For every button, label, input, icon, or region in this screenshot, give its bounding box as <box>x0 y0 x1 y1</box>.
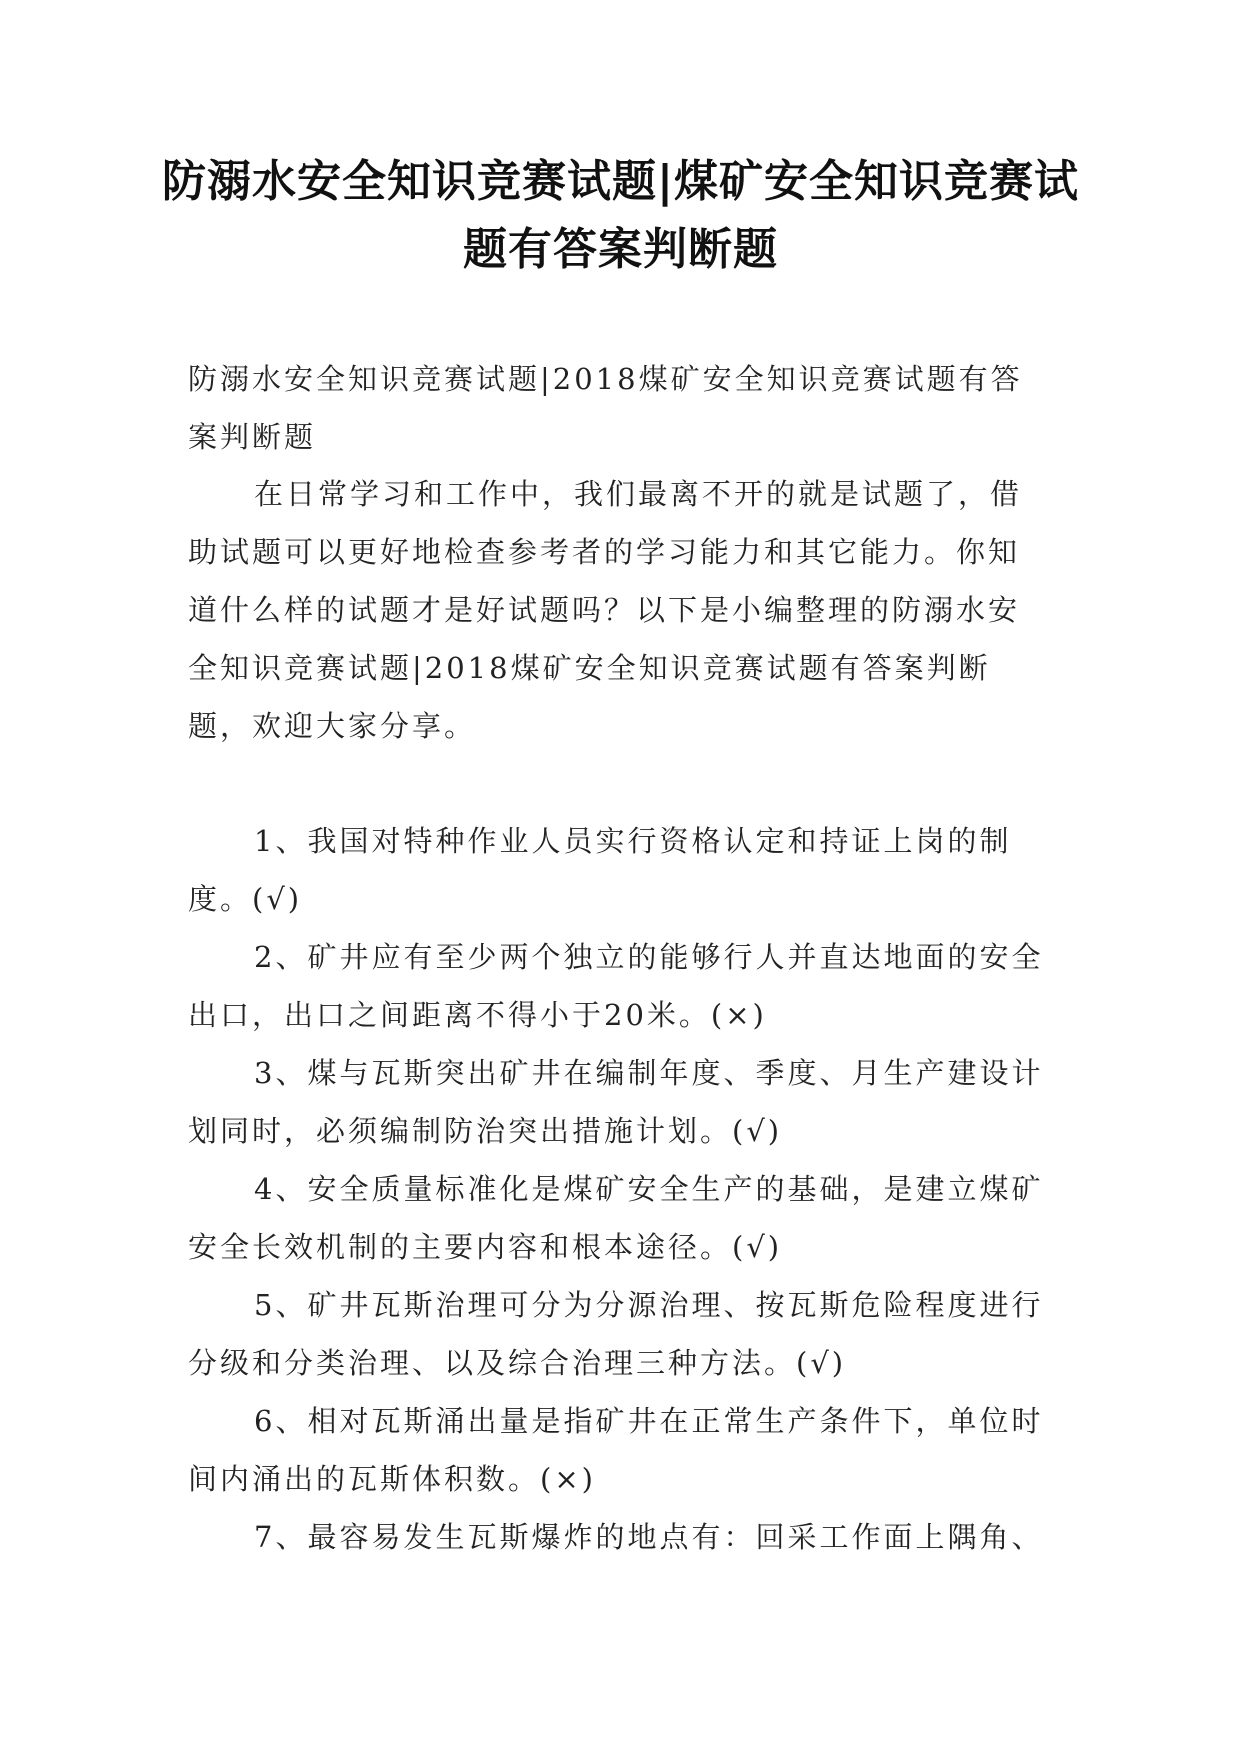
intro-text: 在日常学习和工作中，我们最离不开的就是试题了，借助试题可以更好地检查参考者的学习能力和其它能力。你知道什么样的试题才是好试题吗？以下是小编整理的防溺水安全知识竞赛试题|2018煤矿安全知识竞赛试题有答案判断题，欢迎大家分享。 <box>188 477 1023 743</box>
question-item: 5、矿井瓦斯治理可分为分源治理、按瓦斯危险程度进行分级和分类治理、以及综合治理三种方法。(√) <box>188 1288 1044 1380</box>
question-item: 6、相对瓦斯涌出量是指矿井在正常生产条件下，单位时间内涌出的瓦斯体积数。(×) <box>188 1404 1044 1496</box>
question-item: 7、最容易发生瓦斯爆炸的地点有：回采工作面上隅角、 <box>254 1520 1044 1554</box>
subtitle-paragraph <box>188 350 1048 466</box>
subtitle-text: 防溺水安全知识竞赛试题|2018煤矿安全知识竞赛试题有答案判断题 <box>188 362 1023 454</box>
intro-paragraph <box>188 465 1048 755</box>
question-item: 3、煤与瓦斯突出矿井在编制年度、季度、月生产建设计划同时，必须编制防治突出措施计划。(√) <box>188 1056 1044 1148</box>
question-list <box>188 812 1048 1566</box>
question-item: 1、我国对特种作业人员实行资格认定和持证上岗的制度。(√) <box>188 824 1012 916</box>
question-item: 2、矿井应有至少两个独立的能够行人并直达地面的安全出口，出口之间距离不得小于20米。(×) <box>188 940 1044 1032</box>
document-title: 防溺水安全知识竞赛试题|煤矿安全知识竞赛试题有答案判断题 <box>161 156 1080 275</box>
question-item: 4、安全质量标准化是煤矿安全生产的基础，是建立煤矿安全长效机制的主要内容和根本途径。(√) <box>188 1172 1044 1264</box>
